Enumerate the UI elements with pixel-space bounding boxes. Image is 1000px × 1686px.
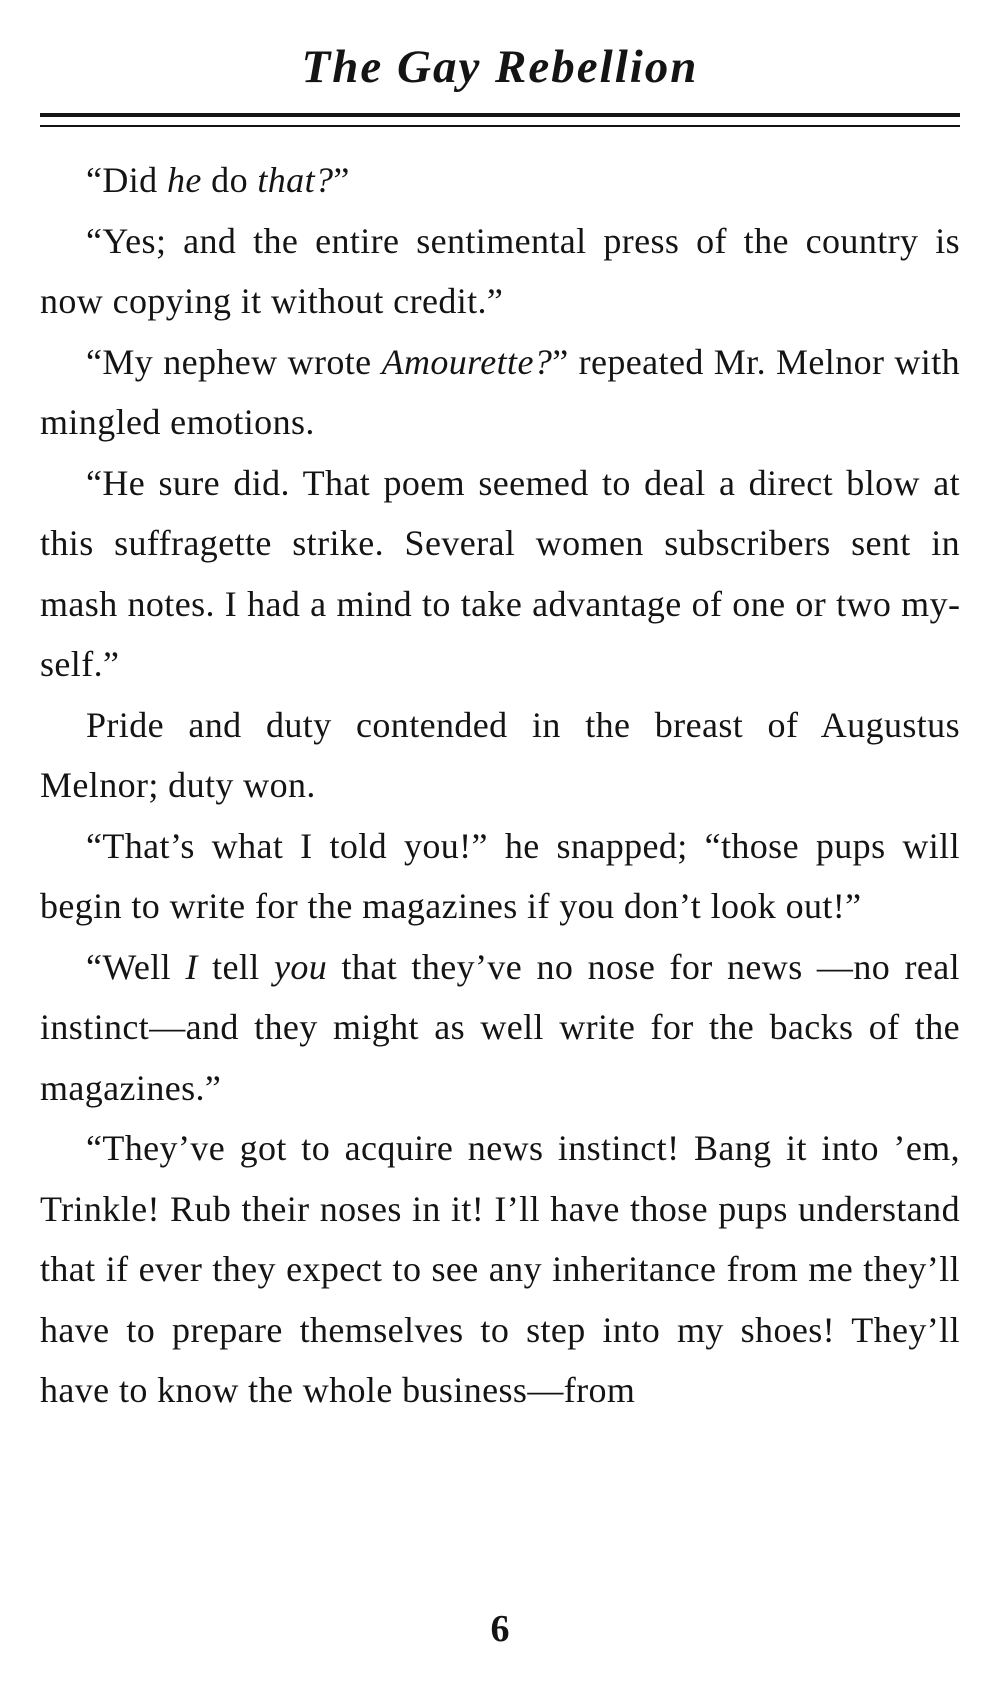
text-run: “Yes; and the entire sentimental press of the country is now copying it without credit.” (40, 220, 960, 321)
text-run: “They’ve got to acquire news instinct! Bang it into ’em, Trinkle! Rub their noses in it! I’ll have those pups understand that if ever they expect to see any inheritance from me they’ll have to prepare themselves to step into my shoes! They’ll have to know the whole business—from (40, 1128, 960, 1410)
italic-text: I (185, 946, 198, 987)
paragraph (40, 1118, 960, 1421)
text-run: ” (333, 160, 350, 200)
text-run: Pride and duty contended in the breast of Augustus Melnor; duty won. (40, 704, 960, 805)
paragraph (40, 150, 960, 211)
paragraph (40, 453, 960, 695)
italic-text: Amourette? (381, 341, 553, 382)
text-run: “My nephew wrote (86, 341, 382, 382)
text-run: “He sure did. That poem seemed to deal a direct blow at this suffragette strike. Several women subscribers sent in mash notes. I had a mind to take advantage of one or two myself.” (40, 462, 960, 684)
text-run: do (201, 160, 258, 200)
text-run: that they’ve no nose for news —no real instinct—and they might as well write for the backs of the magazines.” (40, 946, 960, 1108)
text-run: “Did (86, 160, 167, 200)
paragraph (40, 332, 960, 453)
header-rule-thick (40, 113, 960, 117)
page-number: 6 (490, 1608, 510, 1650)
text-run: tell (197, 946, 275, 987)
paragraph (40, 816, 960, 937)
text-run: “Well (86, 946, 186, 987)
body-text (40, 150, 960, 1421)
paragraph (40, 211, 960, 332)
text-run: “That’s what I told you!” he snapped; “those pups will begin to write for the magazines if you don’t look out!” (40, 825, 960, 926)
paragraph (40, 937, 960, 1119)
header-rule-thin (40, 125, 960, 127)
italic-text: that? (257, 160, 334, 200)
italic-text: you (274, 946, 328, 987)
italic-text: he (166, 160, 202, 200)
running-head: The Gay Rebellion (301, 41, 699, 93)
text-run: ” repeated Mr. Melnor with mingled emotions. (40, 341, 960, 442)
paragraph (40, 695, 960, 816)
